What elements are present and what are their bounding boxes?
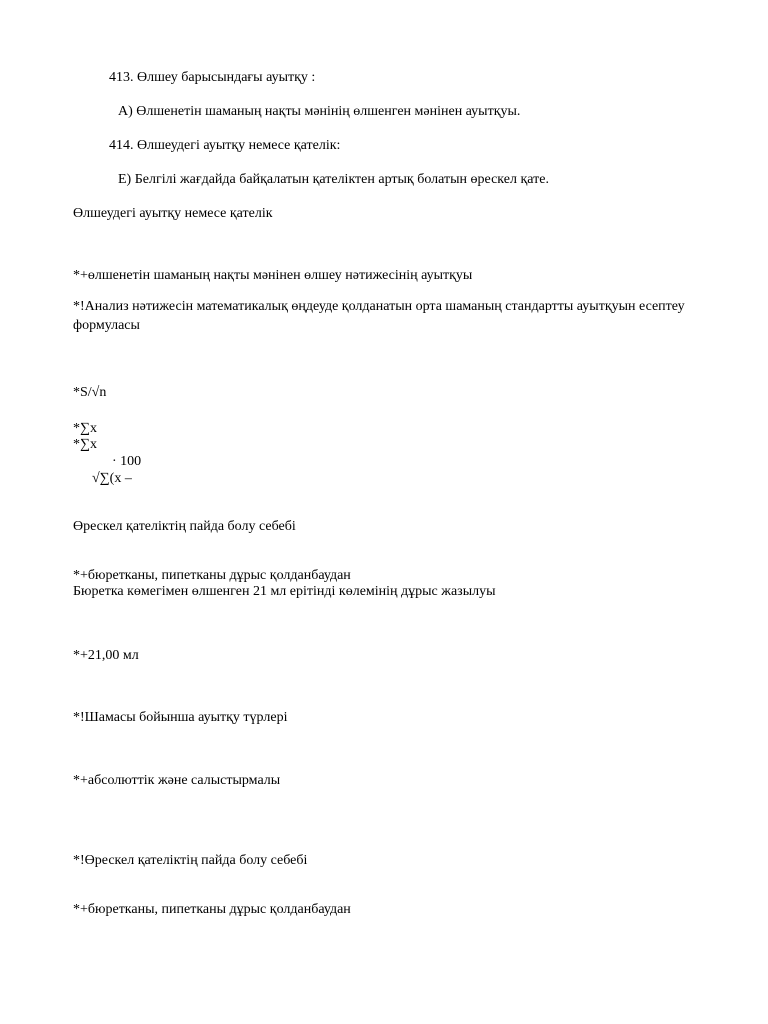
question-burette-volume: Бюретка көмегімен өлшенген 21 мл ерітінді көлемінің дұрыс жазылуы xyxy=(73,584,496,599)
heading-measurement-error: Өлшеудегі ауытқу немесе қателік xyxy=(73,206,273,221)
formula-multiply-100: · 100 xyxy=(112,454,142,469)
answer-deviation: *+өлшенетін шаманың нақты мәнінен өлшеу нәтижесінің ауытқуы xyxy=(73,268,473,283)
question-413: 413. Өлшеу барысындағы ауытқу : xyxy=(109,70,316,85)
formula-s-over-root-n: *S/√n xyxy=(73,385,107,400)
question-gross-error-cause: *!Өрескел қателіктің пайда болу себебі xyxy=(73,853,308,868)
formula-sum-x-2: *∑x xyxy=(73,437,97,452)
answer-error-types: *+абсолюттік және салыстырмалы xyxy=(73,773,281,788)
answer-a: А) Өлшенетін шаманың нақты мәнінің өлшенген мәнінен ауытқуы. xyxy=(118,104,521,119)
answer-volume: *+21,00 мл xyxy=(73,648,139,663)
answer-burette-misuse-2: *+бюретканы, пипетканы дұрыс қолданбаудан xyxy=(73,902,351,917)
question-error-types: *!Шамасы бойынша ауытқу түрлері xyxy=(73,710,288,725)
answer-e: Е) Белгілі жағдайда байқалатын қателіктен артық болатын өрескел қате. xyxy=(118,172,549,187)
question-414: 414. Өлшеудегі ауытқу немесе қателік: xyxy=(109,138,341,153)
question-standard-deviation-formula: *!Анализ нәтижесін математикалық өңдеуде қолданатын орта шаманың стандартты ауытқуын есептеу формуласы xyxy=(73,299,685,333)
heading-gross-error-cause: Өрескел қателіктің пайда болу себебі xyxy=(73,519,296,534)
formula-sum-x-1: *∑x xyxy=(73,421,97,436)
answer-burette-misuse-1: *+бюретканы, пипетканы дұрыс қолданбаудан xyxy=(73,568,351,583)
formula-root-sum: √∑(x – xyxy=(92,471,132,486)
